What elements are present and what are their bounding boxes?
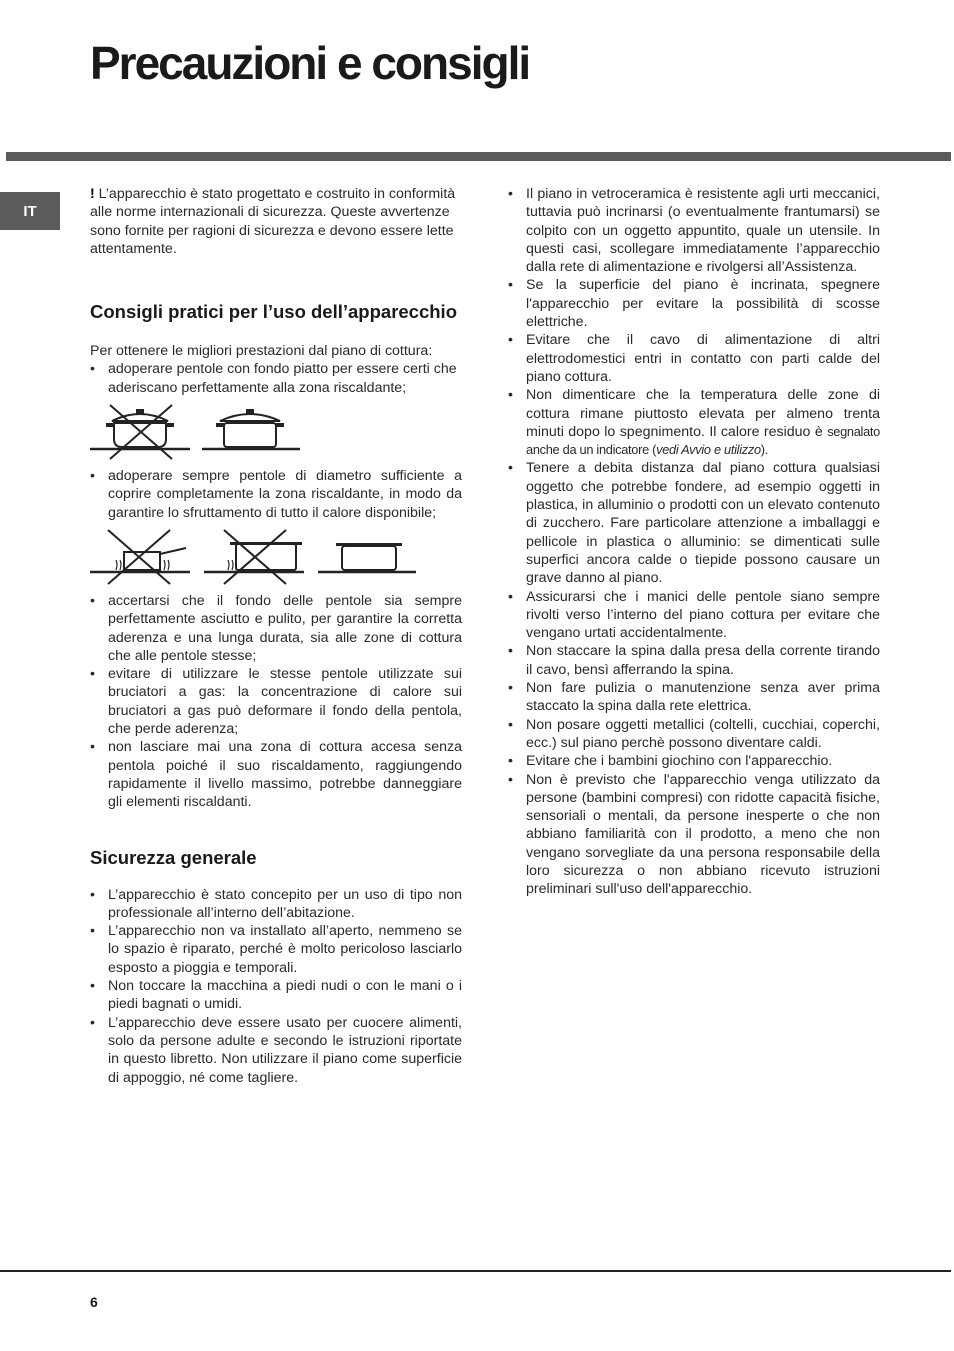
residual-heat-reference: vedi Avvio e utilizzo [656, 442, 761, 458]
list-item: • Il piano in vetroceramica è resistente agli urti meccanici, tuttavia può incrinarsi (o eventualmente frantumarsi) se colpito con un oggetto appuntito, quale un utensile. In questi casi, scollegare immediatamente l’apparecchio dalla rete di alimentazione e rivolgersi all’Assistenza. [508, 185, 880, 276]
list-item: • adoperare sempre pentole di diametro sufficiente a coprire completamente la zona riscaldante, in modo da garantire lo sfruttamento di tutto il calore disponibile; [90, 467, 462, 522]
list-item: • Non posare oggetti metallici (coltelli, cucchiai, coperchi, ecc.) sul piano perchè possono diventare caldi. [508, 716, 880, 753]
list-item: • Se la superficie del piano è incrinata, spegnere l'apparecchio per evitare la possibilità di scosse elettriche. [508, 276, 880, 331]
practical-heading: Consigli pratici per l’uso dell’apparecchio [90, 301, 458, 323]
page-number: 6 [90, 1294, 98, 1310]
list-item: • L’apparecchio deve essere usato per cuocere alimenti, solo da persone adulte e secondo le istruzioni riportate in questo libretto. Non utilizzare il piano come superficie di appoggio, né come tagliere. [90, 1014, 462, 1087]
list-item: • Evitare che il cavo di alimentazione di altri elettrodomestici entri in contatto con parti calde del piano cottura. [508, 331, 880, 386]
list-item: • Assicurarsi che i manici delle pentole siano sempre rivolti verso l’interno del piano cottura per evitare che vengano urtati accidentalmente. [508, 588, 880, 643]
pan-diameter-illustration [90, 528, 420, 586]
safety-heading: Sicurezza generale [90, 846, 257, 868]
safety-list [90, 886, 462, 1087]
list-item: • Non è previsto che l'apparecchio venga utilizzato da persone (bambini compresi) con ridotte capacità fisiche, sensoriali o mentali, da persone inesperte o che non abbiano familiarità con il prodotto, a meno che non vengano sorvegliate da una persona responsabile della loro sicurezza o non abbiano ricevuto istruzioni preliminari sull'uso dell'apparecchio. [508, 771, 880, 899]
list-item: • non lasciare mai una zona di cottura accesa senza pentola poiché il suo riscaldamento, raggiungendo rapidamente il livello massimo, potrebbe danneggiare gli elementi riscaldanti. [90, 738, 462, 811]
list-item: • L’apparecchio non va installato all’aperto, nemmeno se lo spazio è riparato, perché è molto pericoloso lasciarlo esposto a pioggia e temporali. [90, 922, 462, 977]
residual-heat-end: ). [760, 442, 768, 458]
list-item: • Evitare che i bambini giochino con l'apparecchio. [508, 752, 880, 770]
intro-text: L’apparecchio è stato progettato e costruito in conformità alle norme internazionali di sicurezza. Queste avvertenze sono fornite per ragioni di sicurezza e devono essere lette attentamente. [90, 186, 456, 257]
list-item: • Non toccare la macchina a piedi nudi o con le mani o i piedi bagnati o umidi. [90, 977, 462, 1014]
practical-lead: Per ottenere le migliori prestazioni dal piano di cottura: [90, 343, 433, 360]
list-item: • accertarsi che il fondo delle pentole sia sempre perfettamente asciutto e pulito, per garantire la corretta aderenza e una lunga durata, sia alle zone di cottura che alle pentole stesse; [90, 592, 462, 665]
residual-heat-item [508, 386, 880, 459]
flat-bottom-pan-illustration [90, 403, 305, 461]
footer-rule [0, 1270, 951, 1272]
language-tab: IT [0, 192, 60, 230]
intro-paragraph [90, 185, 462, 258]
right-column [508, 185, 880, 899]
list-item: • Tenere a debita distanza dal piano cottura qualsiasi oggetto che potrebbe fondere, ad esempio oggetti in plastica, in alluminio o prodotti con un elevato contenuto di zucchero. Fare particolare attenzione a imballaggi e pellicole in plastica o alluminio: se dimenticati sulle superfici ancora calde o tiepide possono causare un grave danno al piano. [508, 459, 880, 587]
right-list [508, 185, 880, 899]
practical-list-2 [90, 467, 462, 522]
list-item: • Non staccare la spina dalla presa della corrente tirando il cavo, bensì afferrando la spina. [508, 642, 880, 679]
list-item: • L’apparecchio è stato concepito per un uso di tipo non professionale all’interno dell’abitazione. [90, 886, 462, 923]
list-item: • adoperare pentole con fondo piatto per essere certi che aderiscano perfettamente alla zona riscaldante; [90, 360, 462, 397]
page-title: Precauzioni e consigli [90, 37, 530, 89]
list-item: • Non fare pulizia o manutenzione senza aver prima staccato la spina dalla rete elettrica. [508, 679, 880, 716]
left-column [90, 185, 462, 1087]
header-rule [6, 152, 951, 161]
residual-heat-text: Non dimenticare che la temperatura delle zone di cottura rimane piuttosto elevata per almeno trenta minuti dopo lo spegnimento. Il calore residuo è [526, 387, 880, 440]
residual-heat-small: segnalato anche da un indicatore ( [526, 423, 880, 458]
practical-list-3 [90, 592, 462, 812]
list-item: • evitare di utilizzare le stesse pentole utilizzate sui bruciatori a gas: la concentrazione di calore sui bruciatori a gas può deformare il fondo della pentola, che perde aderenza; [90, 665, 462, 738]
warning-mark: ! [90, 186, 95, 202]
practical-list [90, 360, 462, 397]
